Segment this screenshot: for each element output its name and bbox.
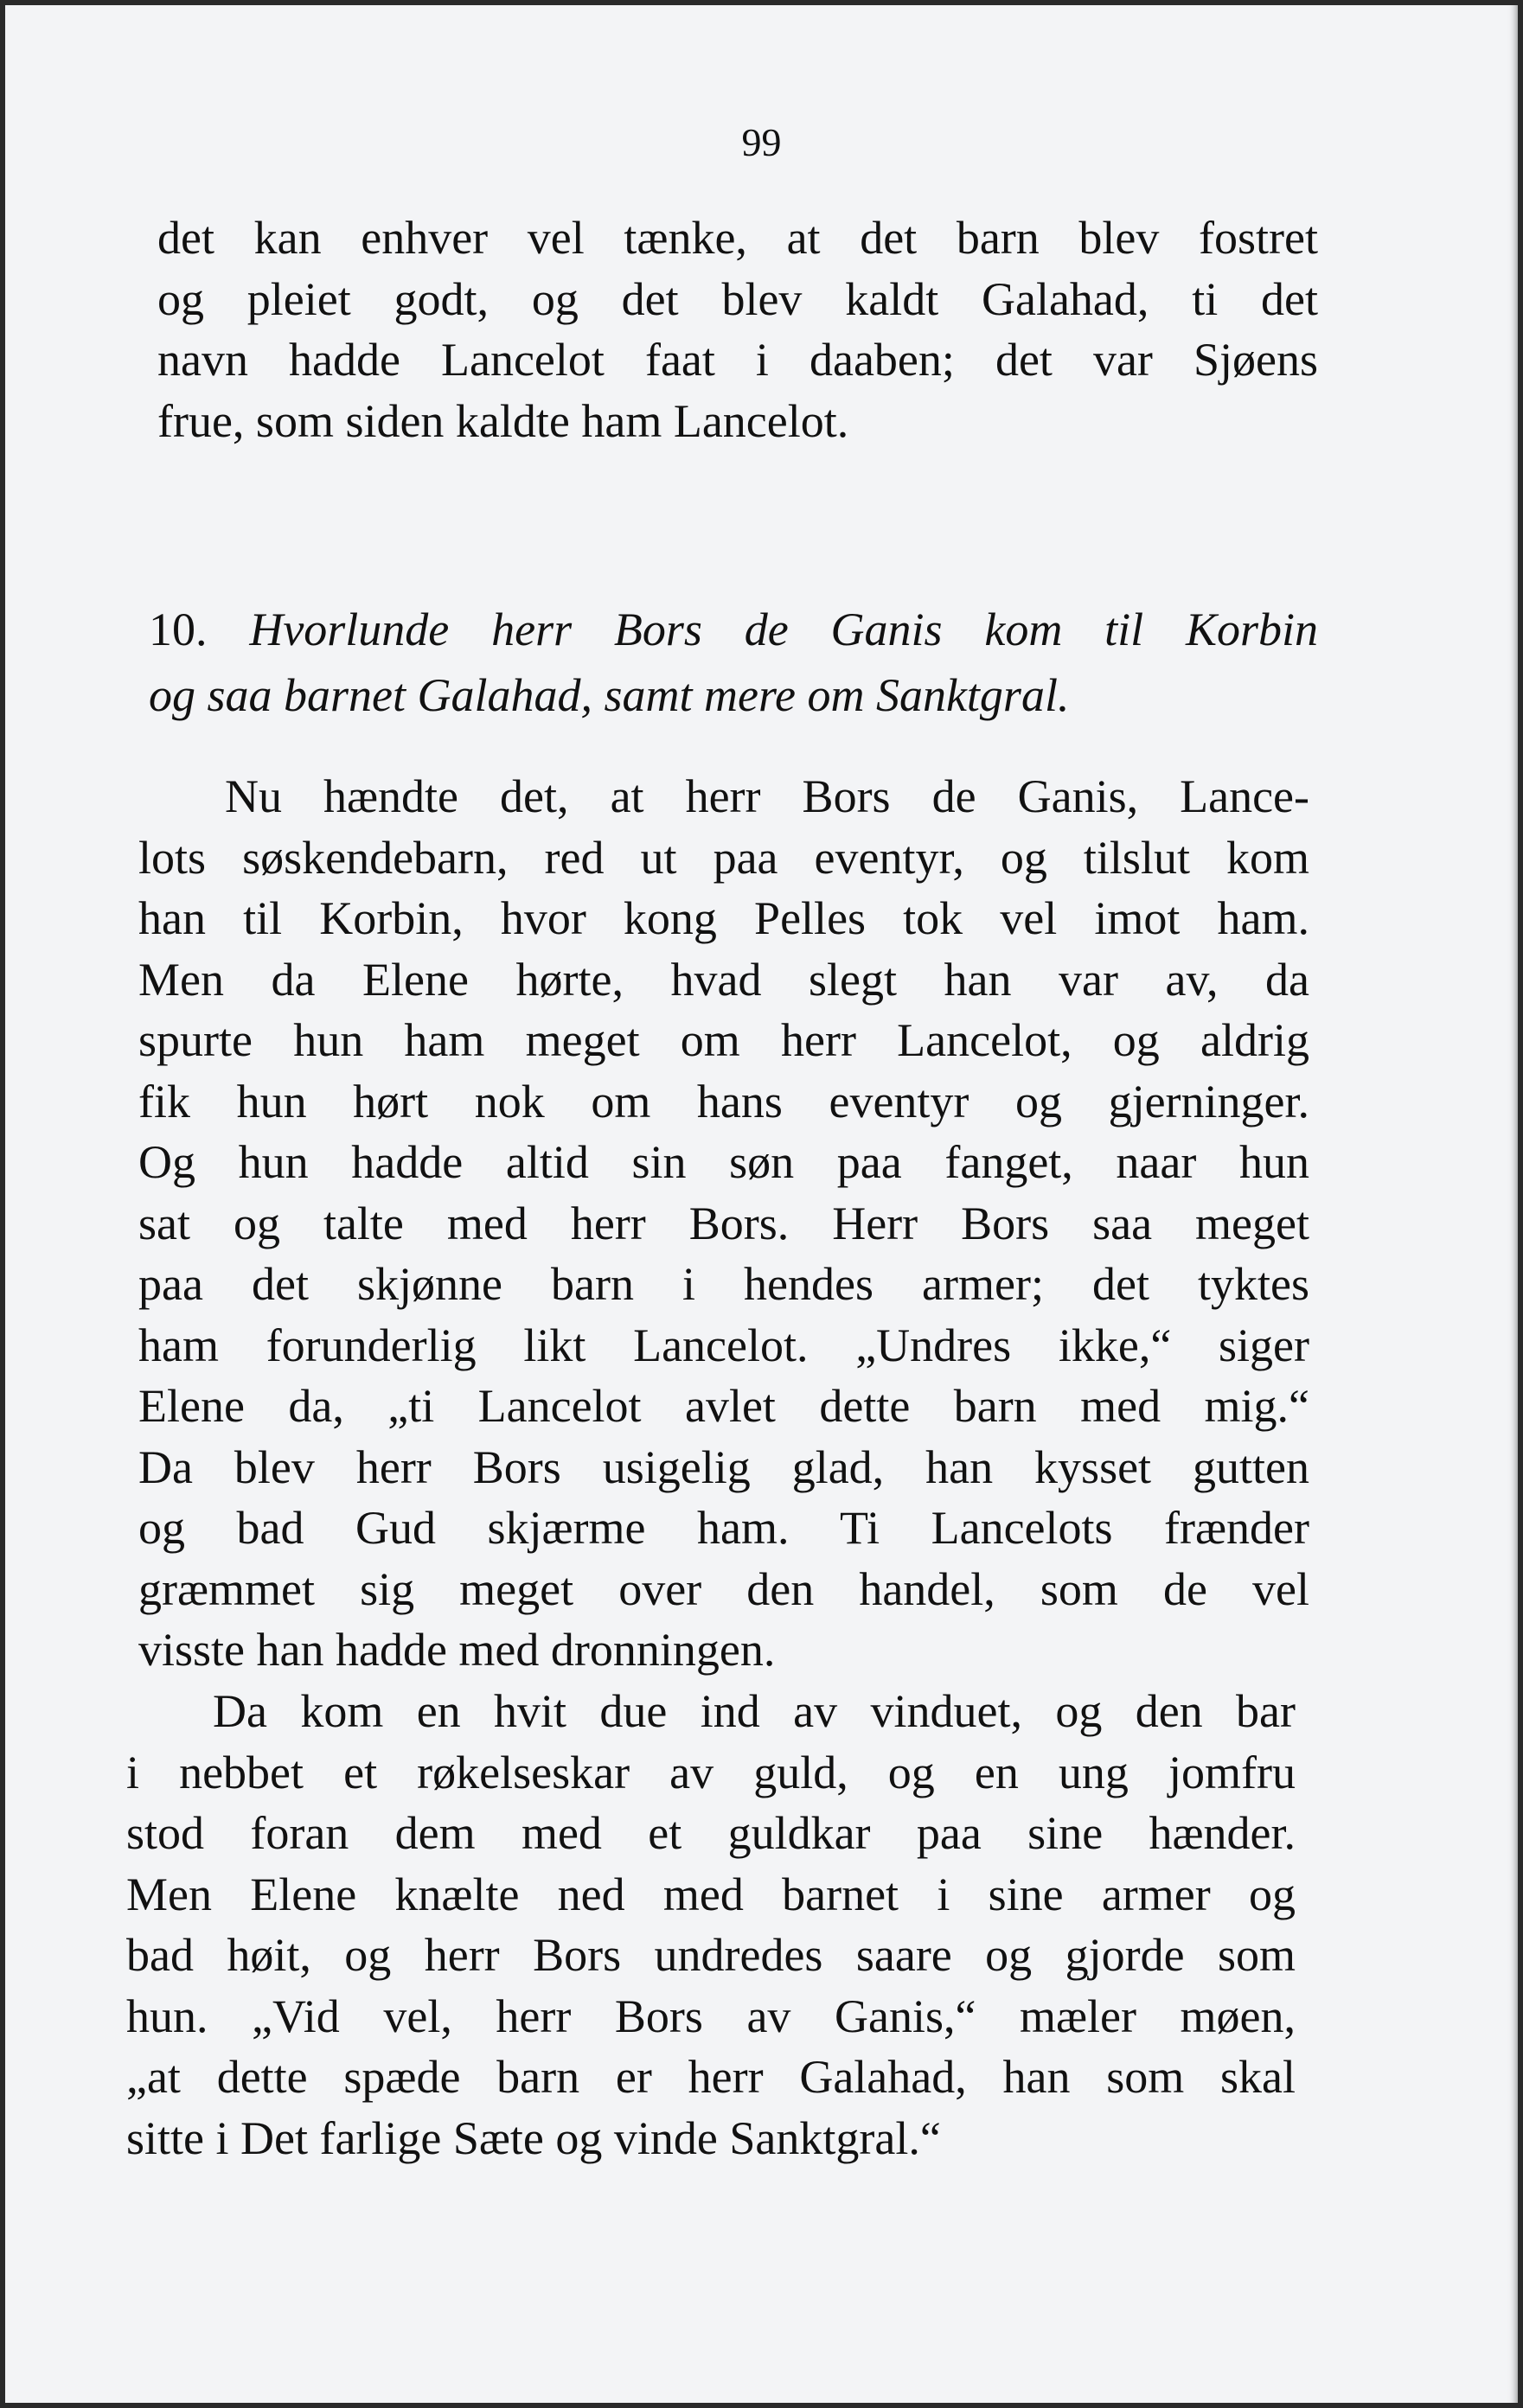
text-line: sat og talte med herr Bors. Herr Bors saa meget	[138, 1197, 1309, 1249]
text-line: han til Korbin, hvor kong Pelles tok vel imot ham.	[138, 892, 1309, 944]
text-line: Da blev herr Bors usigelig glad, han kysset gutten	[138, 1440, 1309, 1493]
chapter-title-part-2: og saa barnet Galahad, samt mere om Sanktgral.	[149, 669, 1070, 721]
text-line: Men Elene knælte ned med barnet i sine armer og	[126, 1868, 1296, 1920]
text-line: Da kom en hvit due ind av vinduet, og den bar	[213, 1685, 1296, 1737]
paragraph-dove-and-grail	[126, 1681, 1296, 2168]
text-line: det kan enhver vel tænke, at det barn blev fostret	[157, 212, 1318, 264]
text-line: sitte i Det farlige Sæte og vinde Sanktgral.“	[126, 2111, 941, 2164]
text-line: bad høit, og herr Bors undredes saare og gjorde som	[126, 1929, 1296, 1981]
text-line: spurte hun ham meget om herr Lancelot, og aldrig	[138, 1014, 1309, 1066]
text-line: Nu hændte det, at herr Bors de Ganis, Lance-	[225, 770, 1309, 822]
chapter-number: 10.	[149, 604, 208, 655]
text-line: paa det skjønne barn i hendes armer; det tyktes	[138, 1258, 1309, 1310]
paragraph-continuation	[157, 208, 1318, 451]
text-line: visste han hadde med dronningen.	[138, 1624, 776, 1676]
text-line: stod foran dem med et guldkar paa sine hænder.	[126, 1807, 1296, 1859]
text-line: og bad Gud skjærme ham. Ti Lancelots frænder	[138, 1502, 1309, 1554]
text-line: „at dette spæde barn er herr Galahad, han som skal	[126, 2051, 1296, 2103]
text-line: lots søskendebarn, red ut paa eventyr, og tilslut kom	[138, 831, 1309, 884]
chapter-heading	[149, 597, 1318, 728]
text-line: Og hun hadde altid sin søn paa fanget, naar hun	[138, 1136, 1309, 1188]
text-line: græmmet sig meget over den handel, som de vel	[138, 1562, 1309, 1615]
heading-line-1	[149, 597, 1318, 662]
text-line: frue, som siden kaldte ham Lancelot.	[157, 394, 849, 447]
paragraph-bors-visit	[138, 766, 1309, 1681]
text-line: fik hun hørt nok om hans eventyr og gjerninger.	[138, 1075, 1309, 1127]
text-line: navn hadde Lancelot faat i daaben; det var Sjøens	[157, 334, 1318, 386]
text-line: Men da Elene hørte, hvad slegt han var av, da	[138, 953, 1309, 1006]
text-line: i nebbet et røkelseskar av guld, og en ung jomfru	[126, 1746, 1296, 1798]
text-line: og pleiet godt, og det blev kaldt Galahad, ti det	[157, 272, 1318, 325]
chapter-title-part-1: Hvorlunde herr Bors de Ganis kom til Korbin	[249, 604, 1319, 655]
page-number: 99	[741, 120, 782, 164]
text-line: hun. „Vid vel, herr Bors av Ganis,“ mæler møen,	[126, 1990, 1296, 2042]
text-line: ham forunderlig likt Lancelot. „Undres ikke,“ siger	[138, 1319, 1309, 1371]
text-line: Elene da, „ti Lancelot avlet dette barn med mig.“	[138, 1380, 1309, 1432]
